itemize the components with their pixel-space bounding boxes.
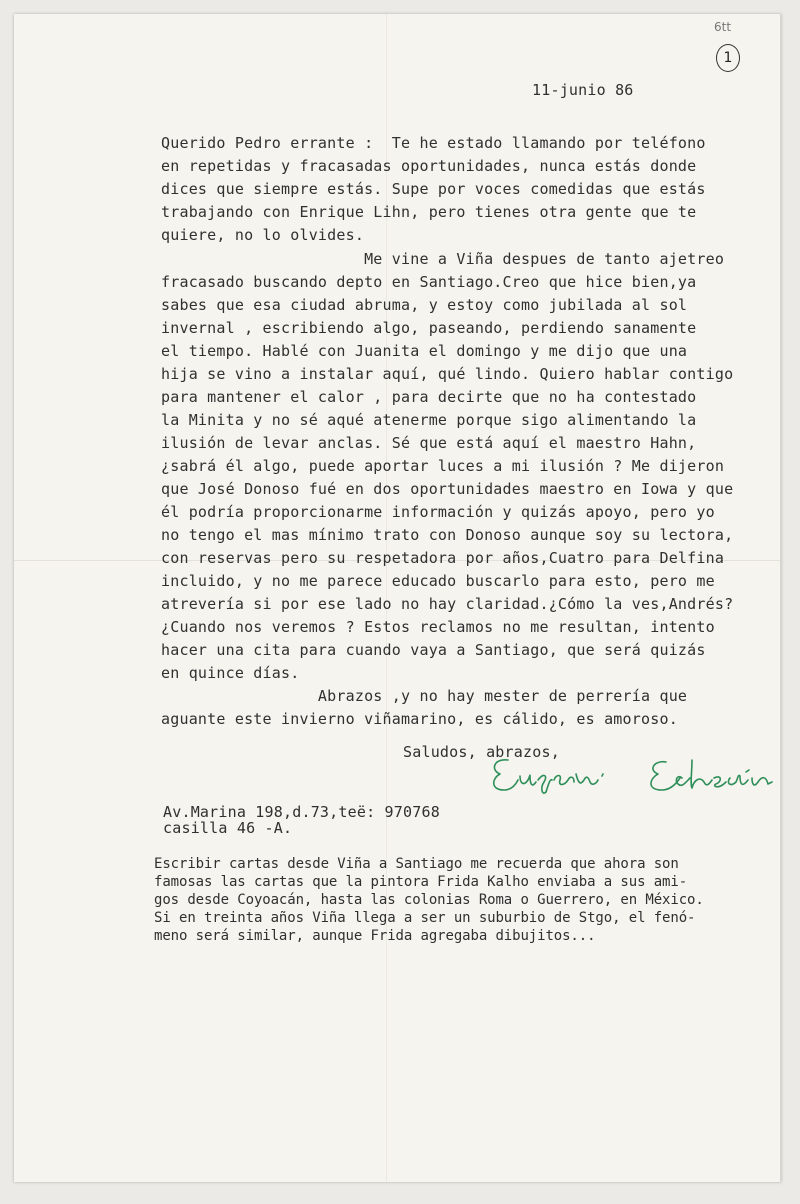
body-line: que José Donoso fué en dos oportunidades maestro en Iowa y que [161,480,734,498]
body-line: aguante este invierno viñamarino, es cálido, es amoroso. [161,710,678,728]
body-line: Abrazos ,y no hay mester de perrería que [161,687,688,705]
body-line: invernal , escribiendo algo, paseando, perdiendo sanamente [161,319,697,337]
postscript-line: famosas las cartas que la pintora Frida Kalho enviaba a sus ami- [154,874,688,890]
body-line: para mantener el calor , para decirte que no ha contestado [161,388,697,406]
body-line: en quince días. [161,664,300,682]
sender-address: Av.Marina 198,d.73,teë: 970768 [163,803,440,821]
letter-date: 11-junio 86 [532,81,634,99]
body-line: Querido Pedro errante : Te he estado llamando por teléfono [161,134,706,152]
postscript-line: Escribir cartas desde Viña a Santiago me recuerda que ahora son [154,856,679,872]
body-line: quiere, no lo olvides. [161,226,365,244]
body-line: trabajando con Enrique Lihn, pero tienes otra gente que te [161,203,697,221]
body-line: ¿Cuando nos veremos ? Estos reclamos no me resultan, intento [161,618,715,636]
body-line: atrevería si por ese lado no hay claridad.¿Cómo la ves,Andrés? [161,595,734,613]
page-number: 1 [716,44,740,72]
body-line: ¿sabrá él algo, puede aportar luces a mi ilusión ? Me dijeron [161,457,725,475]
body-line: Me vine a Viña despues de tanto ajetreo [161,250,725,268]
body-line: el tiempo. Hablé con Juanita el domingo y me dijo que una [161,342,688,360]
body-line: ilusión de levar anclas. Sé que está aquí el maestro Hahn, [161,434,697,452]
body-line: hacer una cita para cuando vaya a Santiago, que será quizás [161,641,706,659]
body-line: hija se vino a instalar aquí, qué lindo. Quiero hablar contigo [161,365,734,383]
body-line: en repetidas y fracasadas oportunidades, nunca estás donde [161,157,697,175]
closing-line: Saludos, abrazos, [403,743,560,761]
body-line: dices que siempre estás. Supe por voces comedidas que estás [161,180,706,198]
body-line: fracasado buscando depto en Santiago.Creo que hice bien,ya [161,273,697,291]
body-line: no tengo el mas mínimo trato con Donoso aunque soy su lectora, [161,526,734,544]
body-line: él podría proporcionarme información y quizás apoyo, pero yo [161,503,715,521]
sender-postbox: casilla 46 -A. [163,819,293,837]
body-line: sabes que esa ciudad abruma, y estoy como jubilada al sol [161,296,688,314]
handwritten-signature [486,752,782,802]
body-line: incluido, y no me parece educado buscarlo para esto, pero me [161,572,715,590]
postscript-line: gos desde Coyoacán, hasta las colonias Roma o Guerrero, en México. [154,892,704,908]
body-line: la Minita y no sé aqué atenerme porque sigo alimentando la [161,411,697,429]
postscript-line: meno será similar, aunque Frida agregaba dibujitos... [154,928,596,944]
body-line: con reservas pero su respetadora por años,Cuatro para Delfina [161,549,725,567]
postscript-line: Si en treinta años Viña llega a ser un suburbio de Stgo, el fenó- [154,910,696,926]
archive-mark: 6tt [714,20,732,34]
